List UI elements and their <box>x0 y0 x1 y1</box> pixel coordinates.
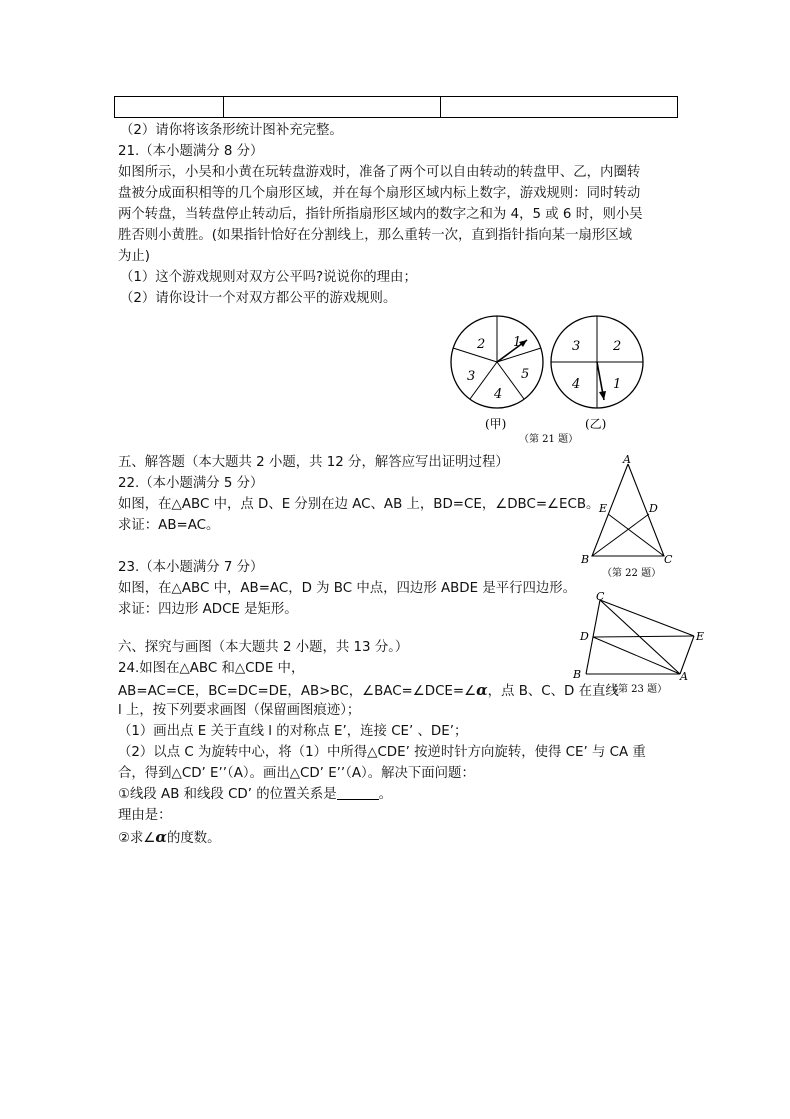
q24-line2 <box>118 680 619 702</box>
vertex-label: A <box>680 670 688 683</box>
spinner-a-number: 1 <box>513 335 522 350</box>
q21-body-line: 两个转盘，当转盘停止转动后，指针所指扇形区域内的数字之和为 4，5 或 6 时，则小吴 <box>118 207 643 222</box>
section5-header: 五、解答题（本大题共 2 小题，共 12 分，解答应写出证明过程） <box>118 455 509 470</box>
q21-body-line: 胜否则小黄胜。(如果指针恰好在分割线上，那么重转一次，直到指针指向某一扇形区域 <box>118 228 633 243</box>
q24-line7-end: 。 <box>378 787 392 802</box>
q24-line8: 理由是： <box>118 808 172 823</box>
q24-line9-end: 的度数。 <box>166 831 221 846</box>
spinner-a-number: 2 <box>477 337 486 352</box>
q24-line7 <box>118 785 392 805</box>
vertex-label: A <box>623 453 631 466</box>
vertex-label: D <box>580 630 589 643</box>
q21-part2: （2）请你设计一个对双方都公平的游戏规则。 <box>120 291 397 306</box>
table-cell <box>115 97 224 118</box>
figure-21-caption: （第 21 题） <box>519 434 579 445</box>
alpha-symbol: α <box>476 681 488 699</box>
q21-body-line: 为止) <box>118 249 151 264</box>
vertex-label: B <box>581 553 590 566</box>
q23-header: 23.（本小题满分 7 分） <box>118 560 264 575</box>
spinner-a-number: 5 <box>521 367 530 382</box>
q24-line9 <box>118 827 221 849</box>
alpha-symbol: α <box>155 828 167 846</box>
table-cell <box>224 97 441 118</box>
figure-22-caption: （第 22 题） <box>602 568 662 578</box>
figure-22-triangle <box>578 452 682 578</box>
spinner-b-number: 1 <box>613 377 622 392</box>
spinner-b-label: (乙) <box>585 417 607 431</box>
q23-line2: 求证：四边形 ADCE 是矩形。 <box>118 602 298 617</box>
spinner-b-number: 4 <box>572 377 581 392</box>
q24-line2-part-a: AB=AC=CE，BC=DC=DE，AB>BC，∠BAC=∠DCE=∠ <box>118 684 477 699</box>
vertex-label: C <box>664 553 673 566</box>
spinner-a-number: 3 <box>467 369 476 384</box>
q21-body-line: 盘被分成面积相等的几个扇形区域，并在每个扇形区域内标上数字，游戏规则：同时转动 <box>118 186 641 201</box>
q21-body-line: 如图所示，小吴和小黄在玩转盘游戏时，准备了两个可以自由转动的转盘甲、乙，内圈转 <box>118 165 641 180</box>
q22-line1: 如图，在△ABC 中，点 D、E 分别在边 AC、AB 上，BD=CE，∠DBC=∠ECB。 <box>118 497 600 512</box>
spinner-a-number: 4 <box>494 387 503 402</box>
q24-line1: 24.如图在△ABC 和△CDE 中， <box>118 661 305 676</box>
vertex-label: E <box>696 630 705 643</box>
spinner-a <box>451 316 543 431</box>
q24-line9-text: ②求∠ <box>118 831 156 846</box>
q24-line3: l 上，按下列要求画图（保留画图痕迹）； <box>118 703 361 718</box>
q21-header: 21.（本小题满分 8 分） <box>118 144 264 159</box>
section6-header: 六、探究与画图（本大题共 2 小题，共 13 分。） <box>118 640 409 655</box>
q22-line2: 求证：AB=AC。 <box>118 518 220 533</box>
q23-line1: 如图，在△ABC 中，AB=AC，D 为 BC 中点，四边形 ABDE 是平行四边形。 <box>118 581 577 596</box>
q24-line2-part-b: ，点 B、C、D 在直线 <box>487 684 619 699</box>
q24-line5: （2）以点 C 为旋转中心，将（1）中所得△CDE’ 按逆时针方向旋转，使得 CE’ 与 CA 重 <box>118 745 646 760</box>
answer-blank[interactable] <box>337 785 379 800</box>
vertex-label: E <box>599 502 608 515</box>
vertex-label: D <box>649 502 658 515</box>
arrow-head-icon <box>599 391 606 400</box>
spinner-a-label: (甲) <box>485 417 507 431</box>
q20-part2: （2）请你将该条形统计图补充完整。 <box>120 123 343 138</box>
table-cell <box>441 97 678 118</box>
vertex-label: C <box>596 592 605 603</box>
q24-line4: （1）画出点 E 关于直线 l 的对称点 E’，连接 CE’ 、DE’； <box>118 724 468 739</box>
q21-part1: （1）这个游戏规则对双方公平吗?说说你的理由； <box>120 270 417 285</box>
vertex-label: B <box>573 668 582 681</box>
spinner-b-number: 3 <box>572 339 581 354</box>
q22-header: 22.（本小题满分 5 分） <box>118 476 264 491</box>
q24-line6: 合，得到△CD’ E’’（A）。画出△CD’ E’’（A）。解决下面问题： <box>118 766 475 781</box>
statistics-table-bottom-row <box>114 96 678 118</box>
spinner-b-number: 2 <box>613 339 622 354</box>
spinner-b <box>551 316 643 431</box>
spinner-figure <box>445 312 657 448</box>
figure-23-caption: （第 23 题） <box>608 684 668 695</box>
q24-line7-text: ①线段 AB 和线段 CD’ 的位置关系是 <box>118 787 337 802</box>
